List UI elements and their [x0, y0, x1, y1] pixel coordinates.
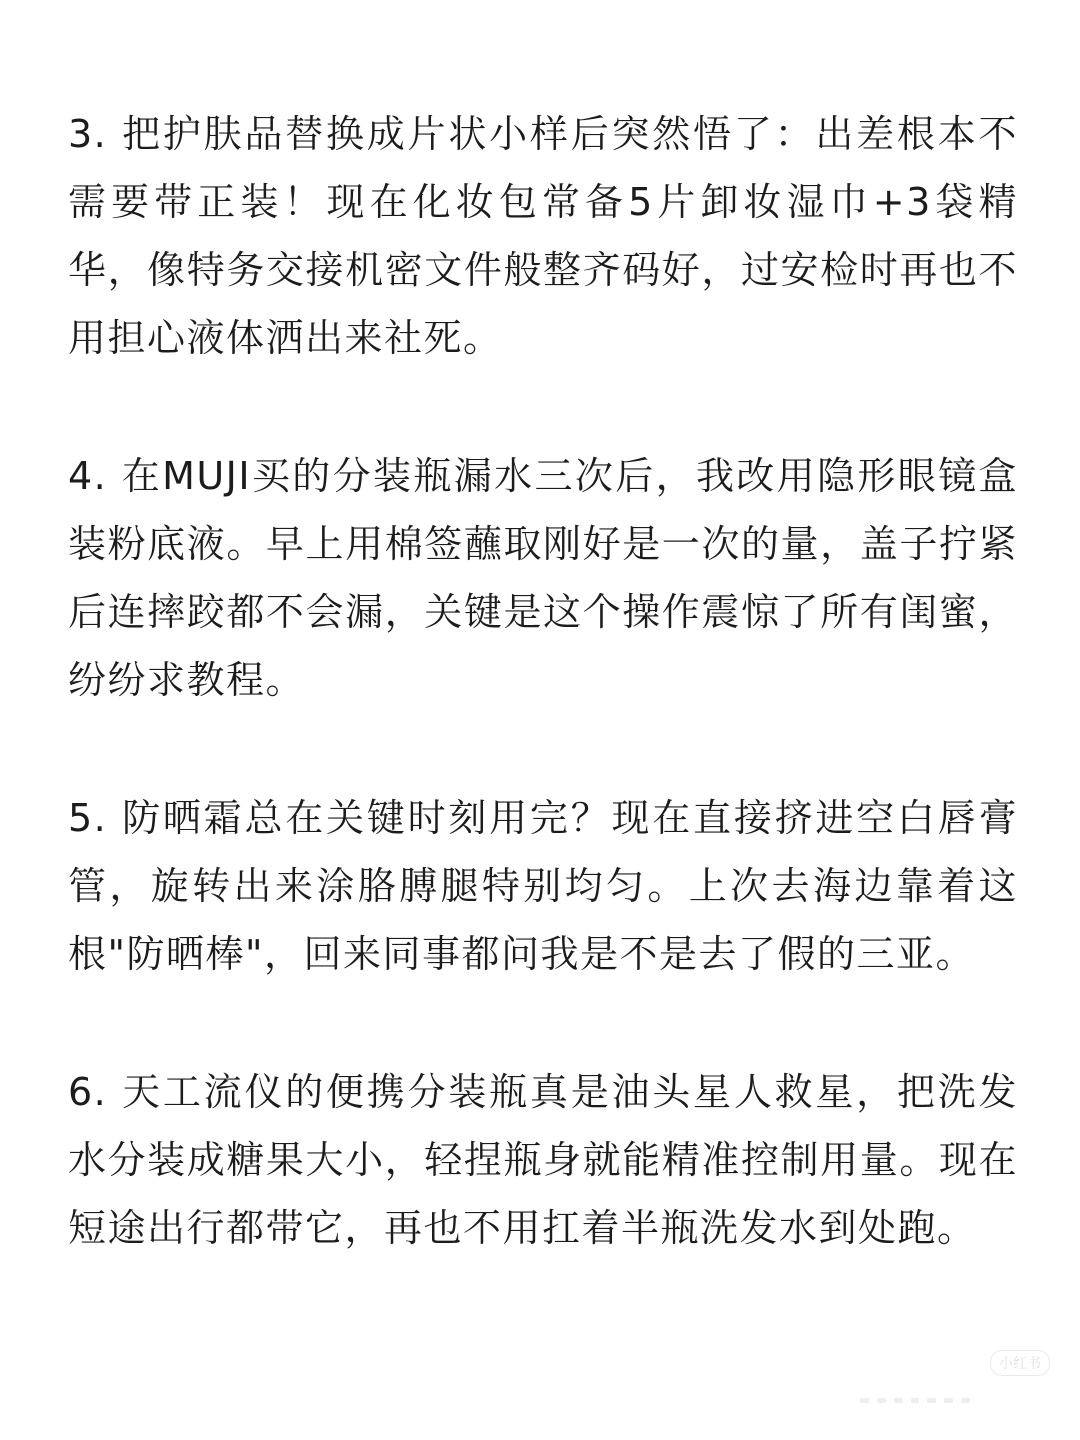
paragraph-3: 3. 把护肤品替换成片状小样后突然悟了：出差根本不需要带正装！现在化妆包常备5片卸妆湿巾+3袋精华，像特务交接机密文件般整齐码好，过安检时再也不用担心液体洒出来社死。: [68, 112, 1018, 360]
watermark-text: 小红书: [999, 1356, 1041, 1372]
watermark-id-strip: [860, 1398, 970, 1404]
xiaohongshu-watermark: [990, 1350, 1050, 1376]
paragraph-6: 6. 天工流仪的便携分装瓶真是油头星人救星，把洗发水分装成糖果大小，轻捏瓶身就能精准控制用量。现在短途出行都带它，再也不用扛着半瓶洗发水到处跑。: [68, 1070, 1018, 1250]
paragraph-5: 5. 防晒霜总在关键时刻用完？现在直接挤进空白唇膏管，旋转出来涂胳膊腿特别均匀。上次去海边靠着这根"防晒棒"，回来同事都问我是不是去了假的三亚。: [68, 796, 1018, 976]
article-body: [68, 100, 1018, 1262]
paragraph-4: 4. 在MUJI买的分装瓶漏水三次后，我改用隐形眼镜盒装粉底液。早上用棉签蘸取刚好是一次的量，盖子拧紧后连摔跤都不会漏，关键是这个操作震惊了所有闺蜜，纷纷求教程。: [68, 454, 1018, 702]
